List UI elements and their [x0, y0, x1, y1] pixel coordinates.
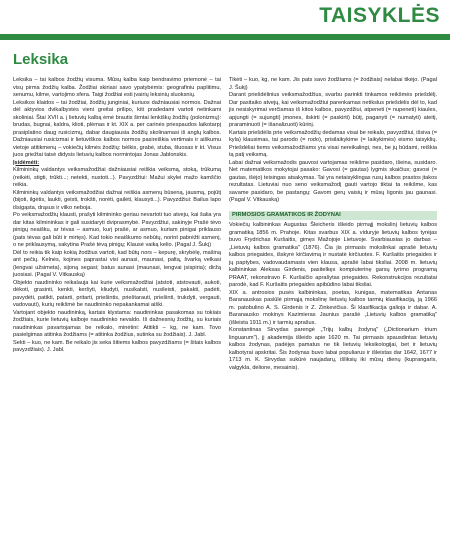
- paragraph: Sekti – kuo, ne kam. Be reikalo jis seka šitiems kalbos pavyzdžiams (= šitais kalbos pavyzdžiais). J. Jabl.: [13, 339, 221, 353]
- paragraph: Kilmininkų valdantys veiksmažodžiai dažnai reiškia asmenų būseną, jausmą, pojūtį (bijoti, ilgėtis, laukti, geisti, trokšti, norėti, gailėti, klausyti...). Pavyzdžiui: Bailus lapo išsigąsta, drąsus ir vilko neboja.: [13, 189, 221, 211]
- paragraph: Kartais priešdėlis prie veiksmažodžių dedamas visai be reikalo, pavyzdžiui, išsiva (= kyla) klausimas, tai parodo (= rodo), prisilaikykime (= laikykimės) eismo taisyklių. Priešdėliai tiems veiksmažodžiams yra visai nereikalingi, nes, be jų būdami, reiškia tą patį veiksmą.: [229, 129, 437, 158]
- paragraph: Darant priešdėlinius veiksmažodžius, svarbu parinkti tinkamos reikšmės priešdėlį. Dar pasitaiko atvejų, kai veiksmažodžiui parenkamas netikslus priešdėlis dėl to, kad jis nesiskyrimai verčiamas iš kitos kalbos, pavyzdžiui, atpeneti (= nupeneti) kiaules, apjungti (= sujungti) jmones, ilskirti (= paskirti) būtį, paganyti (= numatyti) ateitį, praraminuoti (= išanalizuoti) kūrinį.: [229, 92, 437, 128]
- paragraph: Konstantinas Sirvydas parengė „Trijų kalbų žodyną" („Dictionarium trium linguarum"), jį akademija išleido apie 1620 m. Tai pirmasis spausdintas lietuvių kalbos žodynas, padėjęs pamatus ne tik lietuvių leksikologijai, bet ir lietuvių kalbotyrai apskritai. Šis žodynas buvo labai populiarus ir išleistas dar 1642, 1677 ir 1713 m. K. Sirvydas sukūrė naujadarų, išliksių iki mūsų dienų (kuprangaris, valgykla, delione, mesainis).: [229, 327, 437, 371]
- paragraph: Kilmininkų valdantys veiksmažodžiai dažniausiai reiškia veiksmą, stoką, trūkumą (reikėti, stigti, trūkti...; netekti, nustoti...). Pavyzdžiui: Mažui skylei mažo kamščio reikia.: [13, 167, 221, 188]
- paragraph: Po veiksmažodžių klausti, prašyti kilmininko geriau nevartoti tuo atveju, kai šalia yra dar kitas kilmininkas ir gali susidaryti dviprasmybė. Pavyzdžiui, sakinyje Prašė tėvo pinigų neaišku, ar tėvas – asmuo, kurį prašė, ar asmuo, kuriam pinigai priklauso (pats tėvas gali būti ir mirtęs). Kad tokio neaiškumo nebūtų, norint pabrėžti asmenį, o ne priklausymą, sakytina Prašė tėvą pinigų; Klausė vaiką kelio. (Pagal J. Šukį): [13, 212, 221, 248]
- section-heading: Leksika: [13, 51, 69, 68]
- paragraph: Tikėti – kuo, kg, ne kam. Jis pats savo žodžiams (= žodžiais) nelabai tikėjo. (Pagal J. Šukį): [229, 77, 437, 91]
- page-header-title: TAISYKLĖS: [319, 4, 440, 27]
- paragraph: Leksika – tai kalbos žodžių visuma. Mūsų kalba kaip bendravimo priemonė – tai visų pirma žodžių kalba. Žodžiai skiriasi savo ypatybėmis: geografiniu paplitimu, senumu, kilme, vartojimo sfera. Taigi žodžiai esti įvairių leksinių sluoksnių.: [13, 77, 221, 98]
- left-column: [13, 77, 221, 355]
- subheading-remember: Įsidėmėti:: [13, 159, 40, 166]
- paragraph: Vartojant objekto naudininką, kartais klystama: naudininkas pasakomas su tokiais žodžiais, kurie lietuvių kalboje naudininko nevaldo. Iš dažnesnių žodžių, su kuriais naudininkas pavartojamas be reikalo, minėtini: Atitikti – kg, ne kam. Tovo pasielgimas atitinka žodžiams (= atitinka žodžius, sutinka su žodžiais). J. Jabl.: [13, 309, 221, 338]
- paragraph: Labai dažnai veiksmažodis gauvosi vartojamas reikšme pasidaro, išeina, susidaro. Net matematikos mokytojai pasako: Gavosi (= gautas) lygmis skaičius; gavosi (= gautas, išėjo) teisingas atsakymas. Tai yra netaisyklingas rusų kalbos prastos įtakos rezultatas. Lietuviai nuo seno veiksmažodį gauti vartojo tiktai ta reikšme, kas savame pasidaro, be pastangų: Gavom gerų vaisių ir mūsų ligonis jau gaunasi. (Pagal V. Vitkauską): [229, 159, 437, 203]
- paragraph: Leksikos klaidos – tai žodžiai, žodžių junginiai, kuriuos dažniausiai normos. Dažnai dėl aktyvios dvikalbystės vieni greitai prilipo, kiti pradedami vartoti netinkami skoliniai. Štai XVII a. į lietuvių kalbą ėmė brautis šimtai lenkiškų žodžių (polonizmų): brudas, bugnai, kaldra, klioti, plėmas ir kt. XIX a. per carinės priespaudos laikotarpį prasiplatino daug rusicizmų, dabar daugiausia žodžių skolinamasi iš anglų kalbos. Dažniausiai rusicizmai ir lietuviškos kalbos normos pasireiškia vertimais ir aiškumu vietoje atitikmenų – vokiečių kilmės žodžių: bėlkis, grabė, stuba, šluosas ir kt. Visus juos griežtai taisė didysis lietuvių kalbos normintojas Jonas Jablonskis.: [13, 99, 221, 158]
- paragraph: Vokiečių kalbininkas Augustas Šleicheris išleido pirmąjį mokslinį lietuvių kalbos gramatiką 1856 m. Prahoje. Kitas svarbus XIX a. viduryje lietuvių kalbos tyrėjas buvo Frydrichas Kuršaitis, gimęs Mažojoje Lietuvoje. Svarbiausias jo darbas – „Lietuvių kalbos gramatika" (1876). Čia jis pirmasis mokslinkai aprašė lietuvių kalbos priegaides, išskyrė kirčiavimą ir nustatė kirčiuotes. F. Kuršaitis priegaides ir jų paptybes, vadovaudamasis vien klausa, aprašė labai tiksliai. 2008 m. lietuvių kalbininkas Aleksas Girdenis, pasitelkęs kompiuterinę garsų tyrimo programą PRAAT, rekonstravo F. Kuršaičio aprašytas priegaides. Rekonstrukcijos rezultatai parodė, kad F. Kuršaitis priegaides apibūdino labai tiksliai.: [229, 222, 437, 288]
- paragraph: XIX a. antrosios pusės kalbininkas, poetas, kunigas, matematikas Antanas Baranauskas pasiūlė pirmąją mokslinę lietuvių kalbos tarmių klasifikaciją, ją 1966 m. patobulino A. S. Girdenis ir Z. Zinkevičius. Ši klasifikacija galioja ir dabar. A. Baranausko mokinys Kazimieras Jaunius parašė „Lietuvių kalbos gramatiką" (išleista 1911 m.) ir tarmių aprašus.: [229, 289, 437, 326]
- info-box-title: PIRMOSIOS GRAMATIKOS IR ŽODYNAI: [229, 211, 437, 221]
- paragraph: Objekto naudininko reikalauja kai kurie veiksmažodžiai (atstoti, atstovauti, aukoti, dėkoti, grasinti, kenkti, keršyti, kliudyti, nusikalsti, nusileisti, pakakti, padėti, pavydėti, patikti, patarti, pritarti, priešintis, prieštarauti, priešinti, trukdyti, vergauti, vadovauti), kurių reikšmė be naudininko nepakankamai aiški.: [13, 279, 221, 308]
- paragraph: Dėl to reikia tik kaip kokią žodžius vartoti, kad būtų nors – kepurę, skrybėlę, mašiną ant pečių. Kelnės, kojines paprastai visi aunasi, maunasi, paltą, švarką velkasi (lengvai užsimeta), sijoną segasi; batus aunasi (maunasi, lengvai įsispiria); diržą juosiasi. (Pagal V. Vitkauską): [13, 249, 221, 278]
- right-column: [229, 77, 437, 372]
- header-divider-bar: [0, 34, 450, 40]
